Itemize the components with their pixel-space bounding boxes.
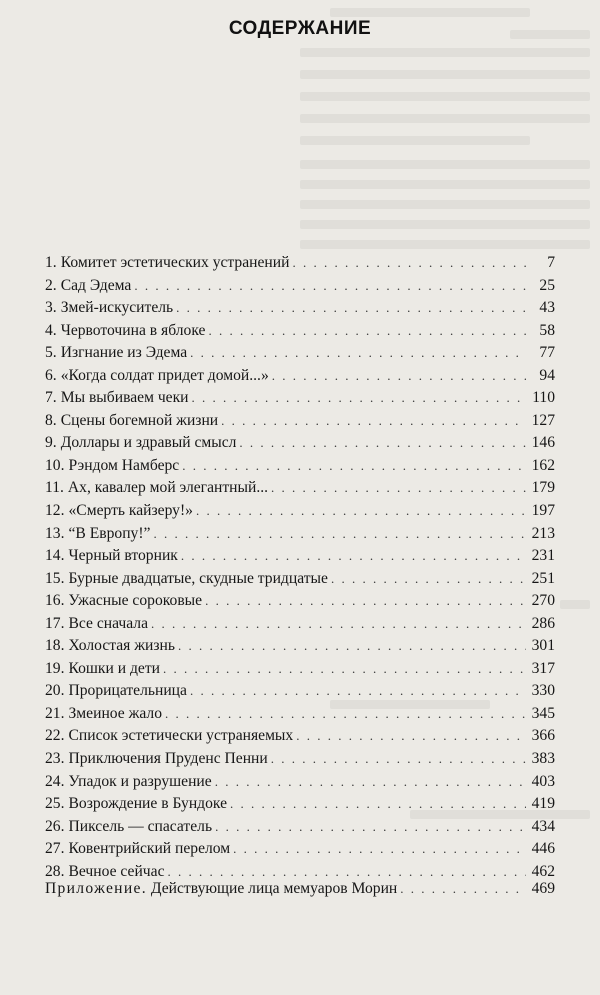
toc-entry-page-number: 25 (539, 276, 555, 294)
toc-entry (45, 410, 555, 433)
toc-entry (45, 793, 555, 816)
toc-entry-page-number: 197 (531, 502, 555, 520)
toc-entry-number: 25. (45, 795, 65, 813)
toc-entry-title: Змей-искуситель (60, 299, 174, 317)
toc-entry (45, 680, 555, 703)
toc-entry (45, 297, 555, 320)
toc-entry-title: Список эстетически устраняемых (68, 727, 294, 745)
dot-leader (182, 455, 526, 478)
toc-entry-number: 17. (45, 614, 65, 632)
toc-entry-page-number: 110 (532, 389, 555, 407)
toc-entry-number: 28. (45, 862, 65, 880)
toc-entry (45, 568, 555, 591)
dot-leader (196, 500, 526, 523)
dot-leader (239, 432, 526, 455)
toc-entry-title: Вечное сейчас (68, 862, 165, 880)
toc-entry-number: 24. (45, 772, 65, 790)
toc-entry-page-number: 366 (531, 727, 555, 745)
dot-leader (292, 252, 526, 275)
dot-leader (215, 771, 526, 794)
toc-entry-title: Черный вторник (68, 547, 178, 565)
toc-entry (45, 275, 555, 298)
toc-entry-page-number: 251 (531, 569, 555, 587)
toc-entry-page-number: 403 (531, 772, 555, 790)
toc-entry (45, 432, 555, 455)
toc-entry-page-number: 383 (531, 750, 555, 768)
toc-entry-page-number: 462 (531, 862, 555, 880)
toc-entry-number: 22. (45, 727, 65, 745)
toc-entry-title: Упадок и разрушение (68, 772, 212, 790)
toc-entry-title: Доллары и здравый смысл (60, 434, 237, 452)
toc-entry (45, 703, 555, 726)
toc-entry (45, 477, 555, 500)
toc-entry-page-number: 7 (547, 254, 555, 271)
toc-entry-title: «Когда солдат придет домой...» (60, 366, 269, 384)
dot-leader (208, 320, 526, 343)
toc-entry-title: Змеиное жало (68, 704, 163, 722)
dot-leader (190, 342, 526, 365)
appendix-heading: Приложение. (45, 880, 147, 897)
toc-entry-number: 3. (45, 299, 57, 317)
dot-leader (178, 635, 526, 658)
dot-leader (331, 568, 526, 591)
toc-entry-number: 13. (45, 524, 65, 542)
toc-entry-page-number: 58 (539, 321, 555, 339)
toc-entry (45, 748, 555, 771)
toc-entry-title: Бурные двадцатые, скудные тридцатые (68, 569, 328, 587)
toc-entry (45, 365, 555, 388)
toc-entry-number: 18. (45, 637, 65, 655)
toc-entry-title: Кошки и дети (68, 659, 161, 677)
toc-entry-page-number: 213 (531, 524, 555, 542)
toc-appendix-entry (45, 880, 555, 898)
toc-entry-page-number: 43 (539, 299, 555, 317)
dot-leader (192, 387, 526, 410)
toc-entry (45, 523, 555, 546)
dot-leader (190, 680, 526, 703)
appendix-page-number: 469 (531, 880, 555, 897)
toc-entry-page-number: 146 (531, 434, 555, 452)
toc-entry-title: Пиксель — спасатель (68, 817, 213, 835)
dot-leader (271, 748, 526, 771)
dot-leader (176, 297, 526, 320)
dot-leader (233, 838, 526, 861)
toc-entry-page-number: 434 (531, 817, 555, 835)
toc-entry-number: 8. (45, 411, 57, 429)
toc-entry-number: 26. (45, 817, 65, 835)
toc-entry-title: Ковентрийский перелом (68, 840, 231, 858)
toc-entry-number: 14. (45, 547, 65, 565)
dot-leader (181, 545, 526, 568)
toc-entry (45, 320, 555, 343)
toc-entry (45, 545, 555, 568)
toc-entry (45, 455, 555, 478)
dot-leader (215, 816, 526, 839)
dot-leader (296, 725, 526, 748)
toc-entry (45, 635, 555, 658)
toc-entry-number: 20. (45, 682, 65, 700)
dot-leader (134, 275, 526, 298)
dot-leader (165, 703, 526, 726)
dot-leader (272, 365, 526, 388)
table-of-contents (45, 252, 555, 883)
toc-entry-page-number: 330 (531, 682, 555, 700)
toc-entry-title: Прорицательница (68, 682, 187, 700)
toc-entry-number: 19. (45, 659, 65, 677)
toc-entry-title: Рэндом Намберс (68, 456, 180, 474)
toc-entry-page-number: 286 (531, 614, 555, 632)
dot-leader (163, 658, 526, 681)
toc-entry-number: 15. (45, 569, 65, 587)
dot-leader (271, 477, 526, 500)
toc-entry-number: 12. (45, 502, 65, 520)
toc-entry-page-number: 317 (531, 659, 555, 677)
toc-entry-page-number: 419 (531, 795, 555, 813)
toc-entry (45, 658, 555, 681)
toc-entry-number: 6. (45, 366, 57, 384)
toc-entry-title: Сад Эдема (60, 276, 132, 294)
toc-entry (45, 500, 555, 523)
toc-entry-page-number: 127 (531, 411, 555, 429)
toc-entry-title: «Смерть кайзеру!» (68, 502, 193, 520)
toc-entry-page-number: 77 (539, 344, 555, 362)
toc-entry (45, 725, 555, 748)
toc-entry-title: Возрождение в Бундоке (68, 795, 228, 813)
page-title: СОДЕРЖАНИЕ (228, 18, 372, 39)
dot-leader (151, 613, 526, 636)
dot-leader (400, 881, 526, 897)
toc-entry-number: 4. (45, 321, 57, 339)
toc-entry-page-number: 94 (539, 366, 555, 384)
toc-entry-page-number: 162 (531, 456, 555, 474)
dot-leader (230, 793, 526, 816)
toc-entry (45, 590, 555, 613)
toc-entry-number: 16. (45, 592, 65, 610)
toc-entry-page-number: 179 (531, 479, 555, 497)
toc-entry-page-number: 231 (531, 547, 555, 565)
toc-entry (45, 771, 555, 794)
toc-entry-title: Мы выбиваем чеки (60, 389, 189, 407)
toc-entry-title: Ах, кавалер мой элегантный... (67, 479, 269, 497)
toc-entry (45, 613, 555, 636)
toc-entry-title: Червоточина в яблоке (60, 321, 206, 339)
toc-entry (45, 838, 555, 861)
toc-entry-number: 11. (45, 479, 64, 497)
dot-leader (221, 410, 526, 433)
toc-entry-title: Все сначала (68, 614, 148, 632)
toc-entry-number: 1. (45, 254, 57, 271)
toc-entry-number: 9. (45, 434, 57, 452)
toc-entry-title: Сцены богемной жизни (60, 411, 219, 429)
toc-entry-page-number: 446 (531, 840, 555, 858)
toc-entry-number: 23. (45, 750, 65, 768)
toc-entry-title: Изгнание из Эдема (60, 344, 188, 362)
toc-entry-number: 27. (45, 840, 65, 858)
toc-entry-number: 2. (45, 276, 57, 294)
toc-entry-title: Ужасные сороковые (68, 592, 203, 610)
toc-entry-title: Комитет эстетических устранений (60, 254, 290, 271)
toc-entry-page-number: 270 (531, 592, 555, 610)
toc-entry-page-number: 345 (531, 704, 555, 722)
appendix-label: Действующие лица мемуаров Морин (150, 880, 398, 897)
toc-entry (45, 387, 555, 410)
toc-entry-page-number: 301 (531, 637, 555, 655)
toc-entry-title: “В Европу!” (68, 524, 151, 542)
toc-entry-title: Холостая жизнь (68, 637, 175, 655)
toc-entry-title: Приключения Пруденс Пенни (68, 750, 268, 768)
toc-entry-number: 10. (45, 456, 65, 474)
dot-leader (153, 523, 526, 546)
toc-entry (45, 342, 555, 365)
toc-entry (45, 816, 555, 839)
toc-entry-number: 21. (45, 704, 65, 722)
toc-entry (45, 252, 555, 275)
toc-entry-number: 5. (45, 344, 57, 362)
toc-entry-number: 7. (45, 389, 57, 407)
dot-leader (205, 590, 526, 613)
